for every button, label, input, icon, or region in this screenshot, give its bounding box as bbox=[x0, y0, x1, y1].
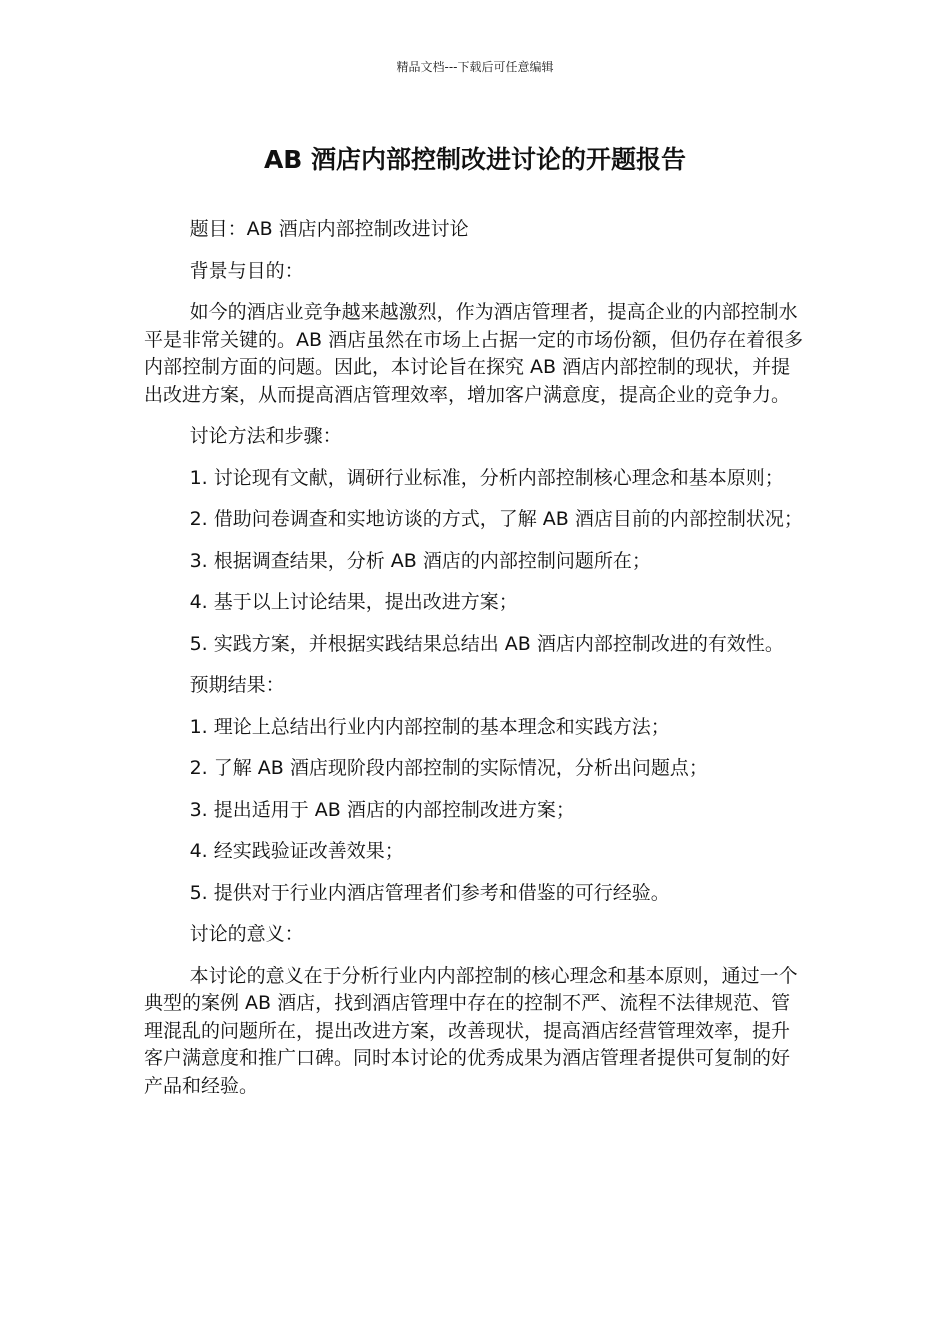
expected-result-2: 2. 了解 AB 酒店现阶段内部控制的实际情况，分析出问题点； bbox=[189, 757, 708, 779]
expected-result-3: 3. 提出适用于 AB 酒店的内部控制改进方案； bbox=[189, 798, 575, 821]
significance-paragraph: 本讨论的意义在于分析行业内内部控制的核心理念和基本原则，通过一个典型的案例 AB 酒店，找到酒店管理中存在的控制不严、流程不法律规范、管理混乱的问题所在，提出改进方案，改善现状，提高酒店经营管理效率，提升客户满意度和推广口碑。同时本讨论的优秀成果为酒店管理者提供可复制的好产品和经验。 bbox=[144, 964, 798, 1097]
topic-line: 题目：AB 酒店内部控制改进讨论 bbox=[189, 218, 469, 240]
expected-result-5: 5. 提供对于行业内酒店管理者们参考和借鉴的可行经验。 bbox=[189, 881, 670, 904]
document-title: AB 酒店内部控制改进讨论的开题报告 bbox=[263, 145, 687, 174]
method-step-5: 5. 实践方案，并根据实践结果总结出 AB 酒店内部控制改进的有效性。 bbox=[189, 632, 784, 655]
method-step-4: 4. 基于以上讨论结果，提出改进方案； bbox=[189, 591, 518, 613]
method-step-2: 2. 借助问卷调查和实地访谈的方式，了解 AB 酒店目前的内部控制状况； bbox=[189, 508, 803, 530]
section-heading-expected-results: 预期结果： bbox=[189, 674, 285, 696]
background-paragraph: 如今的酒店业竞争越来越激烈，作为酒店管理者，提高企业的内部控制水平是非常关键的。AB 酒店虽然在市场上占据一定的市场份额，但仍存在着很多内部控制方面的问题。因此，本讨论旨在探究 AB 酒店内部控制的现状，并提出改进方案，从而提高酒店管理效率，增加客户满意度，提高企业的竞争力。 bbox=[144, 301, 804, 406]
section-heading-methods: 讨论方法和步骤： bbox=[189, 425, 342, 447]
header-note: 精品文档---下载后可任意编辑 bbox=[396, 60, 554, 74]
method-step-3: 3. 根据调查结果，分析 AB 酒店的内部控制问题所在； bbox=[189, 549, 651, 572]
document-body bbox=[144, 216, 806, 1114]
expected-result-4: 4. 经实践验证改善效果； bbox=[189, 840, 404, 862]
section-heading-significance: 讨论的意义： bbox=[189, 923, 304, 945]
expected-result-1: 1. 理论上总结出行业内内部控制的基本理念和实践方法； bbox=[189, 715, 670, 738]
method-step-1: 1. 讨论现有文献，调研行业标准，分析内部控制核心理念和基本原则； bbox=[189, 466, 784, 489]
section-heading-background: 背景与目的： bbox=[189, 259, 304, 282]
